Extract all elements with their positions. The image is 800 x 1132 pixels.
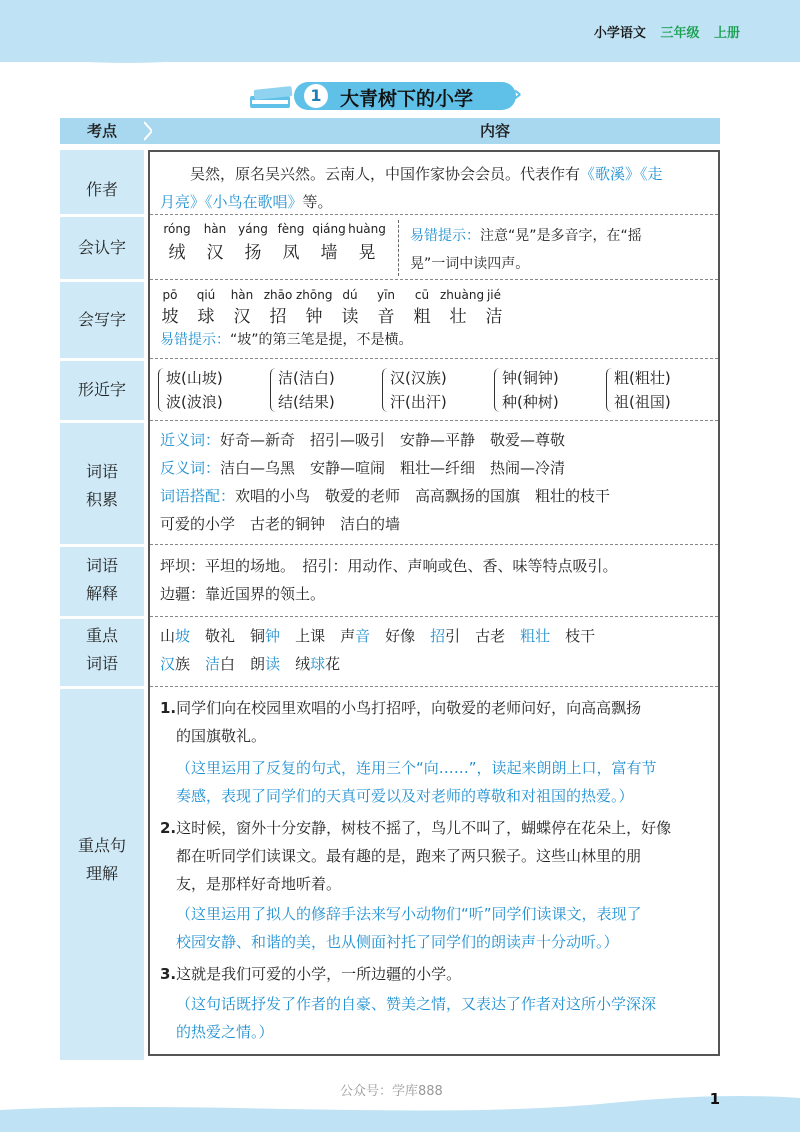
- key-word-segment: 族: [175, 655, 206, 673]
- pinyin: qiú: [196, 288, 216, 302]
- similar-pair: [502, 366, 559, 414]
- row-separator: [150, 420, 718, 421]
- sentence-3-line-1: 这就是我们可爱的小学，一所边疆的小学。: [176, 965, 462, 983]
- sentence-1-line-1: 同学们向在校园里欢唱的小鸟打招呼，向敬爱的老师问好，向高高飘扬: [176, 699, 642, 717]
- hanzi: 绒: [168, 243, 186, 263]
- pinyin: hàn: [230, 288, 254, 302]
- brace-icon: [158, 368, 165, 412]
- sentence-3: [160, 960, 716, 988]
- pinyin: jié: [486, 288, 502, 302]
- label-author: 作者: [85, 180, 118, 199]
- row-separator: [150, 544, 718, 545]
- synonyms-text: 好奇—新奇 招引—吸引 安静—平静 敬爱—尊敬: [220, 431, 566, 449]
- sentence-1-line-2: 的国旗敬礼。: [176, 727, 267, 745]
- double-chevron-icon: »: [508, 82, 523, 107]
- label-explain-2: 解释: [85, 584, 118, 603]
- sentence-1-note-1: （这里运用了反复的句式，连用三个“向……”，读起来朗朗上口，富有节: [176, 759, 657, 777]
- row-separator: [150, 358, 718, 359]
- collocation-text: 欢唱的小鸟 敬爱的老师 高高飘扬的国旗 粗壮的枝干: [235, 487, 611, 505]
- lesson-number: 1: [304, 84, 328, 108]
- label-separator: [60, 358, 144, 361]
- similar-word: 种(种树): [502, 393, 559, 411]
- similar-word: 结(结果): [278, 393, 335, 411]
- brace-icon: [494, 368, 501, 412]
- sentence-2-num: 2.: [160, 819, 177, 837]
- hanzi: 球: [197, 307, 215, 327]
- key-word-segment: 绒: [280, 655, 311, 673]
- pinyin: zhōng: [296, 288, 333, 302]
- similar-word: 钟(铜钟): [502, 369, 559, 387]
- pinyin: pō: [162, 288, 178, 302]
- label-recognize: 会认字: [77, 238, 126, 257]
- hanzi: 汉: [206, 243, 224, 263]
- key-word-segment: 枝干: [550, 627, 596, 645]
- pinyin: hàn: [203, 222, 227, 236]
- pinyin: qiáng: [312, 222, 346, 236]
- antonyms-text: 洁白—乌黑 安静—喧闹 粗壮—纤细 热闹—冷清: [220, 459, 566, 477]
- header-kaodian: 考点: [86, 122, 117, 140]
- similar-word: 祖(祖国): [614, 393, 671, 411]
- label-explain-1: 词语: [85, 556, 118, 575]
- hanzi: 洁: [485, 307, 503, 327]
- similar-pair: [278, 366, 335, 414]
- pinyin: fèng: [277, 222, 305, 236]
- key-word-segment: 敬礼 铜: [190, 627, 266, 645]
- collocation-line-2: 可爱的小学 古老的铜钟 洁白的墙: [160, 515, 401, 533]
- header-subject: 小学语文: [593, 26, 646, 41]
- sentence-1-num: 1.: [160, 699, 177, 717]
- hanzi: 汉: [233, 307, 251, 327]
- row-separator: [150, 686, 718, 687]
- header-neirong: 内容: [479, 122, 510, 140]
- key-word-segment: 花: [325, 655, 341, 673]
- similar-pair: [166, 366, 223, 414]
- key-word-segment: 招: [430, 627, 446, 645]
- hanzi: 凤: [282, 243, 300, 263]
- sentence-3-note-1: （这句话既抒发了作者的自豪、赞美之情，又表达了作者对这所小学深深: [176, 995, 657, 1013]
- sentence-3-num: 3.: [160, 965, 177, 983]
- collocation-label: 词语搭配：: [160, 487, 236, 505]
- author-text-2: [160, 188, 716, 216]
- hanzi: 壮: [449, 307, 467, 327]
- wechat-footer: 公众号：学库888: [340, 1084, 443, 1099]
- book-icon: [248, 82, 296, 112]
- author-line2-end: 等。: [302, 193, 333, 211]
- recognize-tip: [410, 222, 716, 250]
- lesson-title-text: 大青树下的小学: [340, 88, 474, 110]
- brace-icon: [382, 368, 389, 412]
- header-grade: 三年级: [660, 26, 700, 41]
- pinyin: yáng: [238, 222, 268, 236]
- key-word-segment: 洁: [205, 655, 221, 673]
- similar-word: 波(波浪): [166, 393, 223, 411]
- label-vocab-2: 积累: [85, 490, 118, 509]
- pinyin: zhāo: [263, 288, 293, 302]
- vertical-divider: [398, 220, 399, 276]
- recognize-tip-text-1: 注意“晃”是多音字，在“摇: [480, 228, 642, 244]
- antonyms-label: 反义词：: [160, 459, 221, 477]
- label-vocab-1: 词语: [85, 462, 118, 481]
- author-line1: 吴然，原名吴兴然。云南人，中国作家协会会员。代表作有: [190, 165, 581, 183]
- similar-word: 汉(汉族): [390, 369, 447, 387]
- label-sentences-1: 重点句: [77, 836, 126, 855]
- key-word-segment: 粗壮: [520, 627, 551, 645]
- hanzi: 坡: [161, 307, 179, 327]
- hanzi: 钟: [305, 307, 323, 327]
- key-word-segment: 上课 声: [280, 627, 356, 645]
- key-words-line-1: [160, 622, 716, 650]
- pinyin: huàng: [348, 222, 386, 236]
- hanzi: 扬: [244, 243, 262, 263]
- sentence-2-line-1: 这时候，窗外十分安静，树枝不摇了，鸟儿不叫了，蝴蝶停在花朵上，好像: [176, 819, 672, 837]
- explain-line-2: 边疆：靠近国界的领土。: [160, 585, 326, 603]
- hanzi: 音: [377, 307, 395, 327]
- row-separator: [150, 279, 718, 280]
- sentence-2-line-2: 都在听同学们读课文。最有趣的是，跑来了两只猴子。这些山林里的朋: [176, 847, 642, 865]
- header-term: 上册: [713, 26, 740, 41]
- label-similar: 形近字: [77, 380, 126, 399]
- hanzi: 招: [269, 307, 287, 327]
- write-tip-text: “坡”的第三笔是提，不是横。: [230, 332, 413, 348]
- key-word-segment: 坡: [175, 627, 191, 645]
- similar-pair: [614, 366, 671, 414]
- write-tip-label: 易错提示：: [160, 332, 230, 348]
- recognize-tip-label: 易错提示：: [410, 228, 480, 244]
- sentence-3-note-2: 的热爱之情。）: [176, 1023, 274, 1041]
- header-info: [584, 22, 740, 41]
- similar-pair: [390, 366, 447, 414]
- header-separator: [144, 118, 152, 144]
- key-word-segment: 好像: [370, 627, 431, 645]
- sentence-2-note-1: （这里运用了拟人的修辞手法来写小动物们“听”同学们读课文，表现了: [176, 905, 642, 923]
- similar-word: 坡(山坡): [166, 369, 223, 387]
- key-word-segment: 引 古老: [445, 627, 521, 645]
- hanzi: 读: [341, 307, 359, 327]
- sentence-1: [160, 694, 716, 722]
- key-words-line-2: [160, 650, 716, 678]
- key-word-segment: 白 朗: [220, 655, 266, 673]
- label-separator: [60, 686, 144, 689]
- explain-line-1: 坪坝：平坦的场地。 招引：用动作、声响或色、香、味等特点吸引。: [160, 557, 618, 575]
- sentence-2-line-3: 友，是那样好奇地听着。: [176, 875, 342, 893]
- lesson-title: [248, 80, 538, 114]
- author-text: [160, 160, 716, 188]
- label-separator: [60, 214, 144, 217]
- label-write: 会写字: [77, 310, 126, 329]
- author-works-2: 月亮》《小鸟在歌唱》: [160, 193, 303, 211]
- write-tip: [160, 326, 716, 354]
- key-word-segment: 山: [160, 627, 176, 645]
- key-word-segment: 读: [265, 655, 281, 673]
- key-word-segment: 汉: [160, 655, 176, 673]
- hanzi: 粗: [413, 307, 431, 327]
- collocation-line: [160, 482, 716, 510]
- label-separator: [60, 420, 144, 423]
- synonyms-label: 近义词：: [160, 431, 221, 449]
- label-keywords-2: 词语: [85, 654, 118, 673]
- sentence-2: [160, 814, 716, 842]
- row-separator: [150, 616, 718, 617]
- label-separator: [60, 616, 144, 619]
- synonyms-line: [160, 426, 716, 454]
- antonyms-line: [160, 454, 716, 482]
- similar-word: 洁(洁白): [278, 369, 335, 387]
- author-works-1: 《歌溪》《走: [580, 165, 663, 183]
- hanzi: 晃: [358, 243, 376, 263]
- key-word-segment: 音: [355, 627, 371, 645]
- key-word-segment: 钟: [265, 627, 281, 645]
- brace-icon: [606, 368, 613, 412]
- sentence-2-note-2: 校园安静、和谐的美，也从侧面衬托了同学们的朗读声十分动听。）: [176, 933, 619, 951]
- pinyin: cū: [414, 288, 430, 302]
- label-separator: [60, 544, 144, 547]
- key-word-segment: 球: [310, 655, 326, 673]
- brace-icon: [270, 368, 277, 412]
- top-wave-decoration: [0, 40, 800, 70]
- similar-word: 粗(粗壮): [614, 369, 671, 387]
- pinyin: róng: [163, 222, 191, 236]
- label-sentences-2: 理解: [85, 864, 118, 883]
- recognize-tip-2: 晃”一词中读四声。: [410, 256, 530, 272]
- pinyin: zhuàng: [440, 288, 485, 302]
- label-keywords-1: 重点: [85, 626, 118, 645]
- pinyin: yīn: [376, 288, 396, 302]
- sentence-1-note-2: 奏感，表现了同学们的天真可爱以及对老师的尊敬和对祖国的热爱。）: [176, 787, 634, 805]
- page-number: 1: [709, 1090, 720, 1108]
- label-separator: [60, 279, 144, 282]
- hanzi: 墙: [320, 243, 338, 263]
- similar-word: 汗(出汗): [390, 393, 447, 411]
- pinyin: dú: [342, 288, 358, 302]
- table-header: [60, 118, 720, 144]
